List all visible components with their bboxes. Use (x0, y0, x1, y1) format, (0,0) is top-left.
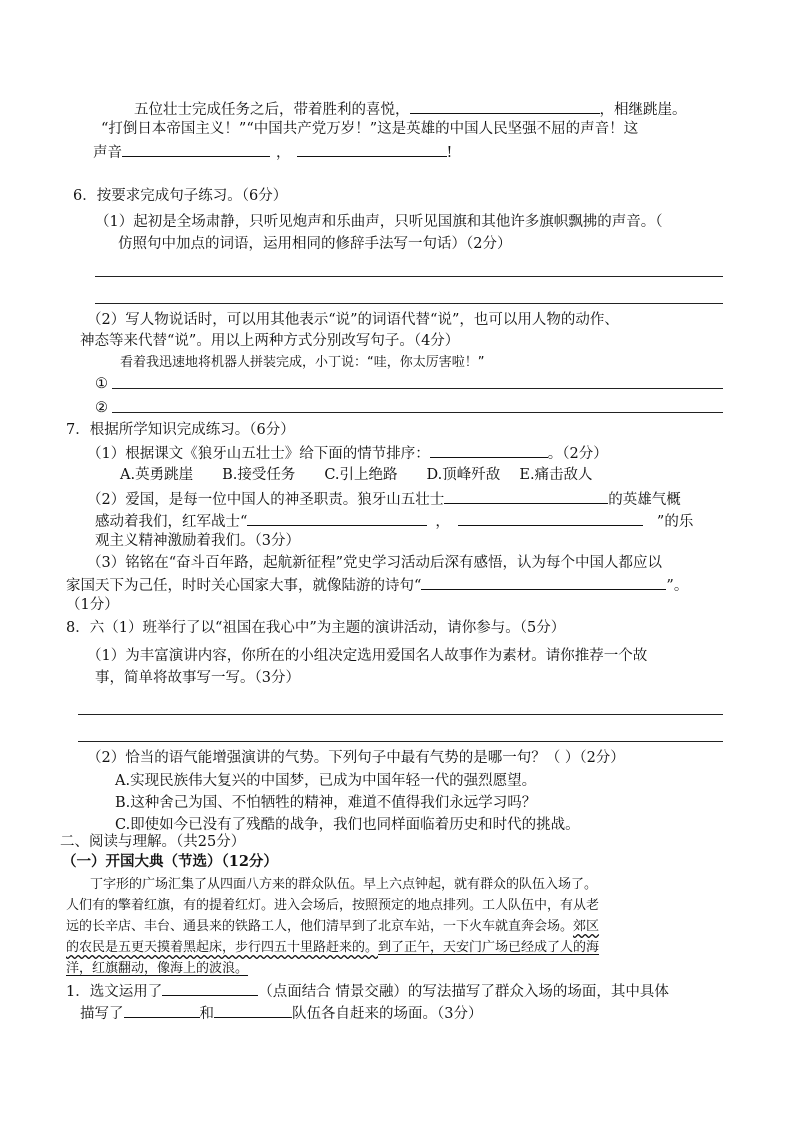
reading-para-line-2: 人们有的擎着红旗，有的提着红灯。进入会场后，按照预定的地点排列。工人队伍中，有从老 (66, 898, 600, 913)
passage-line-3: 声音 ， ! (93, 141, 452, 163)
reading-q1-line2: 描写了 和 队伍各自赶来的场面。（3分） (80, 1002, 482, 1024)
answer-blank[interactable] (297, 141, 447, 157)
reading-para-line-3: 远的长辛店、丰台、通县来的铁路工人，他们清早到了北京车站，一下火车就直奔会场。郊区 (66, 919, 600, 934)
q6-example-sentence: 看着我迅速地将机器人拼装完成，小丁说：“哇，你太厉害啦！” (120, 355, 485, 370)
q8-s2: （2）恰当的语气能增强演讲的气势。下列句子中最有气势的是哪一句？（ ）（2分） (87, 750, 625, 766)
q7-s3-line1: （3）铭铭在“奋斗百年路，起航新征程”党史学习活动后深有感悟，认为每个中国人都应以 (87, 555, 663, 571)
q7-s2-line3: 观主义精神激励着我们。（3分） (95, 533, 300, 549)
q8-option-c: C.即使如今已没有了残酷的战争，我们也同样面临着历史和时代的挑战。 (115, 817, 580, 833)
q6-s2-line1: （2）写人物说话时，可以用其他表示“说”的词语代替“说”，也可以用人物的动作、 (87, 312, 619, 328)
q6-s1-line1: （1）起初是全场肃静，只听见炮声和乐曲声，只听见国旗和其他许多旗帜飘拂的声音。（ (95, 214, 663, 230)
reading-para-line-4: 的农民是五更天摸着黑起床，步行四五十里路赶来的。到了正午，天安门广场已经成了人的海 (66, 940, 600, 955)
answer-blank[interactable] (124, 1002, 200, 1018)
q7-s3-line3: （1分） (66, 597, 119, 613)
q8-option-b: B.这种舍己为国、不怕牺牲的精神，难道不值得我们永远学习吗？ (115, 795, 537, 811)
q7-s1: （1）根据课文《狼牙山五壮士》给下面的情节排序： 。（2分） (87, 442, 608, 464)
q8-s1-line1: （1）为丰富演讲内容，你所在的小组决定选用爱国名人故事作为素材。请你推荐一个故 (87, 648, 648, 664)
answer-line[interactable] (78, 741, 723, 742)
reading-para-line-1: 丁字形的广场汇集了从四面八方来的群众队伍。早上六点钟起，就有群众的队伍入场了。 (90, 877, 598, 892)
q7-s3-line2: 家国天下为己任，时时关心国家大事，就像陆游的诗句“ ”。 (66, 574, 688, 596)
q8-title: 8．六（1）班举行了以“祖国在我心中”为主题的演讲活动，请你参与。（5分） (66, 620, 566, 636)
answer-blank[interactable] (214, 1002, 292, 1018)
answer-line[interactable] (95, 276, 723, 277)
q6-marker-1: ① (95, 376, 108, 392)
q6-title: 6．按要求完成句子练习。（6分） (73, 188, 288, 204)
reading-para-line-5: 洋，红旗翻动，像海上的波浪。 (66, 961, 249, 976)
q6-s1-line2: 仿照句中加点的词语，运用相同的修辞手法写一句话）（2分） (118, 236, 512, 252)
answer-blank[interactable] (421, 574, 666, 590)
q7-title: 7．根据所学知识完成练习。（6分） (66, 422, 295, 438)
q7-options: A.英勇跳崖 B.接受任务 C.引上绝路 D.顶峰歼敌 E.痛击敌人 (120, 467, 593, 483)
q8-option-a: A.实现民族伟大复兴的中国梦，已成为中国年轻一代的强烈愿望。 (115, 773, 537, 789)
q7-s2-line2: 感动着我们，红军战士“ ， ”的乐 (95, 510, 693, 532)
answer-blank[interactable] (162, 980, 258, 996)
q6-s2-line2: 神态等来代替“说”。用以上两种方式分别改写句子。（4分） (80, 333, 460, 349)
answer-blank[interactable] (410, 98, 600, 114)
answer-blank[interactable] (430, 442, 548, 458)
answer-blank[interactable] (458, 510, 643, 526)
answer-blank[interactable] (247, 510, 427, 526)
passage-line-2: “打倒日本帝国主义！”“中国共产党万岁！”这是英雄的中国人民坚强不屈的声音！这 (101, 121, 639, 137)
answer-line[interactable] (112, 388, 723, 389)
answer-blank[interactable] (444, 488, 608, 504)
q8-s1-line2: 事，简单将故事写一写。（3分） (95, 670, 300, 686)
reading-subtitle: （一）开国大典（节选）（12分） (62, 853, 278, 870)
passage-line-1: 五位壮士完成任务之后，带着胜利的喜悦， ，相继跳崖。 (134, 98, 687, 120)
answer-blank[interactable] (122, 141, 270, 157)
answer-line[interactable] (95, 303, 723, 304)
reading-q1-line1: 1．选文运用了 （点面结合 情景交融）的写法描写了群众入场的场面，其中具体 (66, 980, 669, 1002)
q6-marker-2: ② (95, 400, 108, 416)
answer-line[interactable] (112, 412, 723, 413)
section-2-title: 二、阅读与理解。（共25分） (60, 834, 246, 850)
answer-line[interactable] (78, 714, 723, 715)
q7-s2-line1: （2）爱国，是每一位中国人的神圣职责。狼牙山五壮士 的英雄气概 (87, 488, 681, 510)
